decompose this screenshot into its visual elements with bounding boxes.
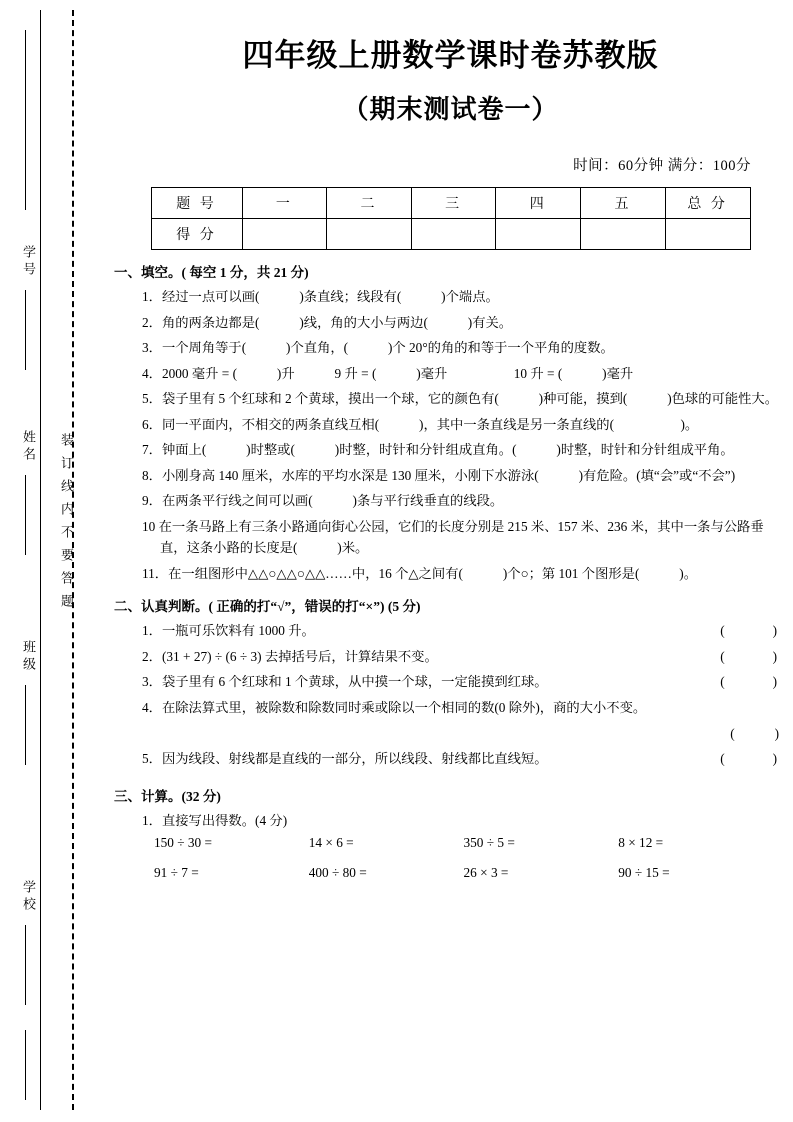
- judge-item: [142, 748, 779, 770]
- question-item: 6．同一平面内，不相交的两条直线互相( )，其中一条直线是另一条直线的( )。: [142, 416, 699, 432]
- section-heading-fill: 一、填空。( 每空 1 分，共 21 分): [114, 265, 309, 280]
- score-header-2: 二: [327, 188, 412, 219]
- judge-item-text: 3．袋子里有 6 个红球和 1 个黄球，从中摸一个球，一定能摸到红球。: [142, 674, 548, 690]
- section-heading-calc: 三、计算。(32 分): [114, 788, 221, 804]
- seal-field-name: [12, 430, 38, 464]
- question-item: 5．袋子里有 5 个红球和 2 个黄球，摸出一个球，它的颜色有( )种可能，摸到( )色球的可能性大。: [142, 391, 779, 407]
- judge-item: [142, 671, 779, 693]
- calc-expression: 150 ÷ 30 =: [154, 834, 213, 850]
- judge-item-text: 2．(31 + 27) ÷ (6 ÷ 3) 去掉括号后，计算结果不变。: [142, 648, 438, 664]
- score-value-5[interactable]: [581, 219, 666, 250]
- score-header-4: 四: [496, 188, 581, 219]
- calc-expression: 26 × 3 =: [463, 864, 509, 880]
- score-value-label: 得 分: [151, 219, 242, 250]
- seal-line-top: [25, 30, 26, 210]
- seal-field-id-label: 学号: [21, 245, 36, 279]
- score-header-total: 总 分: [665, 188, 750, 219]
- score-header-3: 三: [411, 188, 496, 219]
- calc-row: [154, 835, 773, 851]
- score-value-3[interactable]: [411, 219, 496, 250]
- answer-bracket[interactable]: ( ): [720, 674, 779, 690]
- seal-field-class-label: 班级: [21, 640, 36, 674]
- score-value-2[interactable]: [327, 219, 412, 250]
- seal-field-school-line: [25, 925, 26, 1005]
- seal-field-class: [12, 640, 38, 674]
- seal-field-school: [12, 880, 38, 914]
- page-subtitle: （期末测试卷一）: [342, 95, 559, 124]
- exam-meta: 时间：60分钟 满分：100分: [573, 158, 751, 174]
- judge-item-text: 5．因为线段、射线都是直线的一部分，所以线段、射线都比直线短。: [142, 751, 548, 767]
- question-item: 7．钟面上( )时整或( )时整，时针和分针组成直角。( )时整，时针和分针组成平角。: [142, 442, 734, 458]
- question-item: 4．2000 毫升 = ( )升 9 升 = ( )毫升 10 升 = ( )毫升: [142, 365, 634, 381]
- judge-item: [142, 697, 779, 719]
- question-item: 3．一个周角等于( )个直角，( )个 20°的角的和等于一个平角的度数。: [142, 340, 614, 356]
- calc-expression: 91 ÷ 7 =: [154, 864, 199, 880]
- score-header-5: 五: [581, 188, 666, 219]
- sealing-strip: [0, 0, 108, 1122]
- table-row: [151, 219, 750, 250]
- answer-bracket-row: [142, 723, 779, 745]
- table-row: [151, 188, 750, 219]
- calc-expression: 90 ÷ 15 =: [618, 864, 670, 880]
- seal-field-id: [12, 245, 38, 279]
- exam-paper: [108, 0, 793, 1122]
- score-table: [151, 187, 751, 250]
- judge-item: [142, 646, 779, 668]
- judge-item-text: 1．一瓶可乐饮料有 1000 升。: [142, 623, 315, 639]
- answer-bracket[interactable]: ( ): [720, 623, 779, 639]
- score-value-1[interactable]: [242, 219, 327, 250]
- answer-bracket[interactable]: ( ): [730, 725, 779, 741]
- page-title: 四年级上册数学课时卷苏教版: [242, 38, 659, 73]
- oral-calc-heading: 1．直接写出得数。(4 分): [142, 812, 288, 828]
- question-item: 1．经过一点可以画( )条直线；线段有( )个端点。: [142, 289, 499, 304]
- calc-expression: 400 ÷ 80 =: [308, 864, 367, 880]
- seal-field-class-line: [25, 685, 26, 765]
- answer-bracket[interactable]: ( ): [720, 648, 779, 664]
- question-item: 2．角的两条边都是( )线，角的大小与两边( )有关。: [142, 314, 513, 330]
- judge-item: [142, 620, 779, 642]
- answer-bracket[interactable]: ( ): [720, 751, 779, 767]
- question-item: 9．在两条平行线之间可以画( )条与平行线垂直的线段。: [142, 493, 504, 509]
- calc-row: [154, 865, 773, 881]
- section-heading-judge: 二、认真判断。( 正确的打“√”，错误的打“×”) (5 分): [114, 599, 421, 615]
- question-item: 8．小刚身高 140 厘米，水库的平均水深是 130 厘米，小刚下水游泳( )有危险。(填“会”或“不会”): [142, 467, 736, 483]
- seal-solid-line: [40, 10, 41, 1110]
- seal-field-id-line: [25, 290, 26, 370]
- seal-field-name-label: 姓名: [21, 430, 36, 464]
- score-header-label: 题 号: [151, 188, 242, 219]
- calc-expression: 350 ÷ 5 =: [463, 834, 515, 850]
- calc-expression: 14 × 6 =: [308, 834, 354, 850]
- seal-field-school-label: 学校: [21, 880, 36, 914]
- seal-vertical-text: 装订线内不要答题: [59, 433, 74, 617]
- score-header-1: 一: [242, 188, 327, 219]
- question-item: 11．在一组图形中△△○△△○△△……中，16 个△之间有( )个○；第 101 个图形是( )。: [142, 565, 698, 581]
- score-value-total[interactable]: [665, 219, 750, 250]
- score-value-4[interactable]: [496, 219, 581, 250]
- seal-line-bottom: [25, 1030, 26, 1100]
- calc-expression: 8 × 12 =: [618, 834, 664, 850]
- seal-field-name-line: [25, 475, 26, 555]
- question-item: 10 在一条马路上有三条小路通向街心公园，它们的长度分别是 215 米、157 米、236 米，其中一条与公路垂直，这条小路的长度是( )米。: [142, 518, 764, 556]
- judge-item-text: 4．在除法算式里，被除数和除数同时乘或除以一个相同的数(0 除外)，商的大小不变。: [142, 699, 647, 715]
